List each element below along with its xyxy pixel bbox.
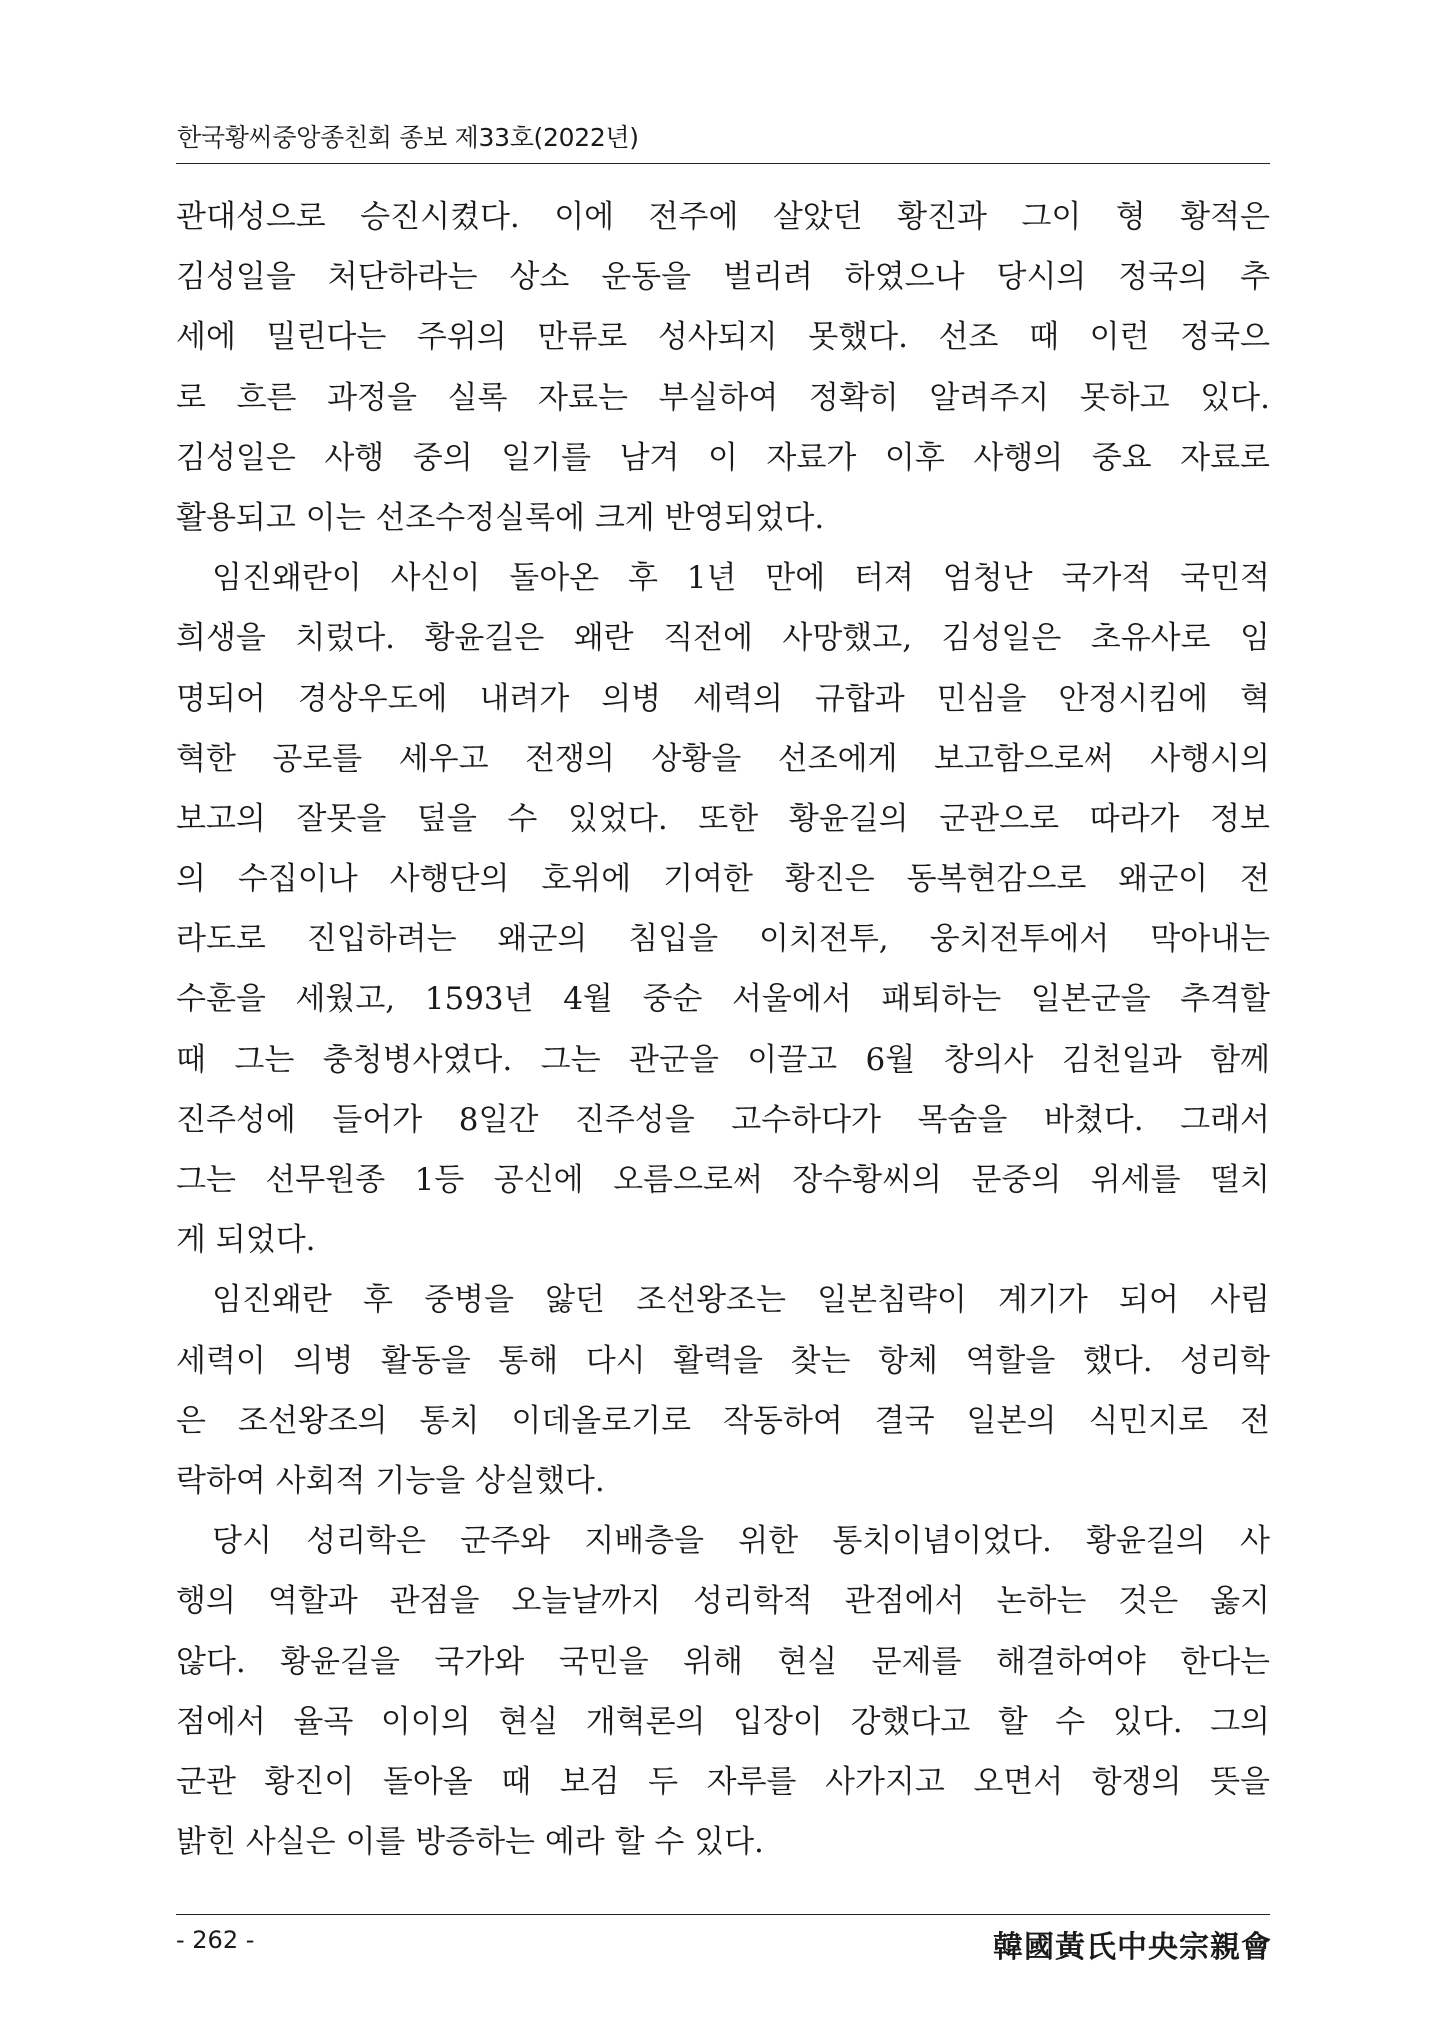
text-line: 않다. 황윤길을 국가와 국민을 위해 현실 문제를 해결하여야 한다는 — [176, 1643, 1270, 1680]
text-line: 행의 역할과 관점을 오늘날까지 성리학적 관점에서 논하는 것은 옳지 — [176, 1583, 1270, 1620]
text-line: 김성일을 처단하라는 상소 운동을 벌리려 하였으나 당시의 정국의 추 — [176, 259, 1270, 296]
text-line: 점에서 율곡 이이의 현실 개혁론의 입장이 강했다고 할 수 있다. 그의 — [176, 1703, 1270, 1740]
text-line: 때 그는 충청병사였다. 그는 관군을 이끌고 6월 창의사 김천일과 함께 — [176, 1041, 1270, 1078]
text-line: 은 조선왕조의 통치 이데올로기로 작동하여 결국 일본의 식민지로 전 — [176, 1402, 1270, 1439]
text-line: 임진왜란 후 중병을 앓던 조선왕조는 일본침략이 계기가 되어 사림 — [212, 1282, 1270, 1319]
paragraph — [176, 548, 1270, 1270]
text-line: 김성일은 사행 중의 일기를 남겨 이 자료가 이후 사행의 중요 자료로 — [176, 439, 1270, 476]
text-line: 밝힌 사실은 이를 방증하는 예라 할 수 있다. — [176, 1824, 764, 1861]
footer-divider — [176, 1914, 1270, 1915]
text-line: 활용되고 이는 선조수정실록에 크게 반영되었다. — [176, 499, 825, 536]
header-divider — [176, 163, 1270, 164]
paragraph — [176, 1511, 1270, 1872]
text-line: 로 흐른 과정을 실록 자료는 부실하여 정확히 알려주지 못하고 있다. — [176, 379, 1270, 416]
text-line: 수훈을 세웠고, 1593년 4월 중순 서울에서 패퇴하는 일본군을 추격할 — [176, 981, 1270, 1018]
paragraph — [176, 1270, 1270, 1511]
text-line: 희생을 치렀다. 황윤길은 왜란 직전에 사망했고, 김성일은 초유사로 임 — [176, 620, 1270, 657]
text-line: 그는 선무원종 1등 공신에 오름으로써 장수황씨의 문중의 위세를 떨치 — [176, 1162, 1270, 1198]
text-line: 라도로 진입하려는 왜군의 침입을 이치전투, 웅치전투에서 막아내는 — [176, 921, 1270, 958]
text-line: 군관 황진이 돌아올 때 보검 두 자루를 사가지고 오면서 항쟁의 뜻을 — [176, 1763, 1270, 1800]
paragraph — [176, 187, 1270, 548]
text-line: 의 수집이나 사행단의 호위에 기여한 황진은 동복현감으로 왜군이 전 — [176, 861, 1270, 898]
text-line: 세에 밀린다는 주위의 만류로 성사되지 못했다. 선조 때 이런 정국으 — [176, 319, 1270, 356]
text-line: 보고의 잘못을 덮을 수 있었다. 또한 황윤길의 군관으로 따라가 정보 — [176, 800, 1270, 837]
text-line: 게 되었다. — [176, 1222, 316, 1259]
text-line: 세력이 의병 활동을 통해 다시 활력을 찾는 항체 역할을 했다. 성리학 — [176, 1342, 1270, 1379]
article-body — [176, 187, 1270, 1872]
text-line: 임진왜란이 사신이 돌아온 후 1년 만에 터져 엄청난 국가적 국민적 — [212, 560, 1270, 597]
text-line: 혁한 공로를 세우고 전쟁의 상황을 선조에게 보고함으로써 사행시의 — [176, 740, 1270, 777]
text-line: 명되어 경상우도에 내려가 의병 세력의 규합과 민심을 안정시킴에 혁 — [176, 680, 1270, 717]
organization-logo: 韓國黃氏中央宗親會 — [993, 1930, 1272, 1965]
text-line: 당시 성리학은 군주와 지배층을 위한 통치이념이었다. 황윤길의 사 — [212, 1523, 1270, 1560]
text-line: 진주성에 들어가 8일간 진주성을 고수하다가 목숨을 바쳤다. 그래서 — [176, 1101, 1270, 1138]
text-line: 관대성으로 승진시켰다. 이에 전주에 살았던 황진과 그이 형 황적은 — [176, 199, 1270, 235]
page-number: - 262 - — [176, 1926, 255, 1954]
page-header: 한국황씨중앙종친회 종보 제33호(2022년) — [177, 123, 639, 152]
text-line: 락하여 사회적 기능을 상실했다. — [176, 1462, 605, 1499]
